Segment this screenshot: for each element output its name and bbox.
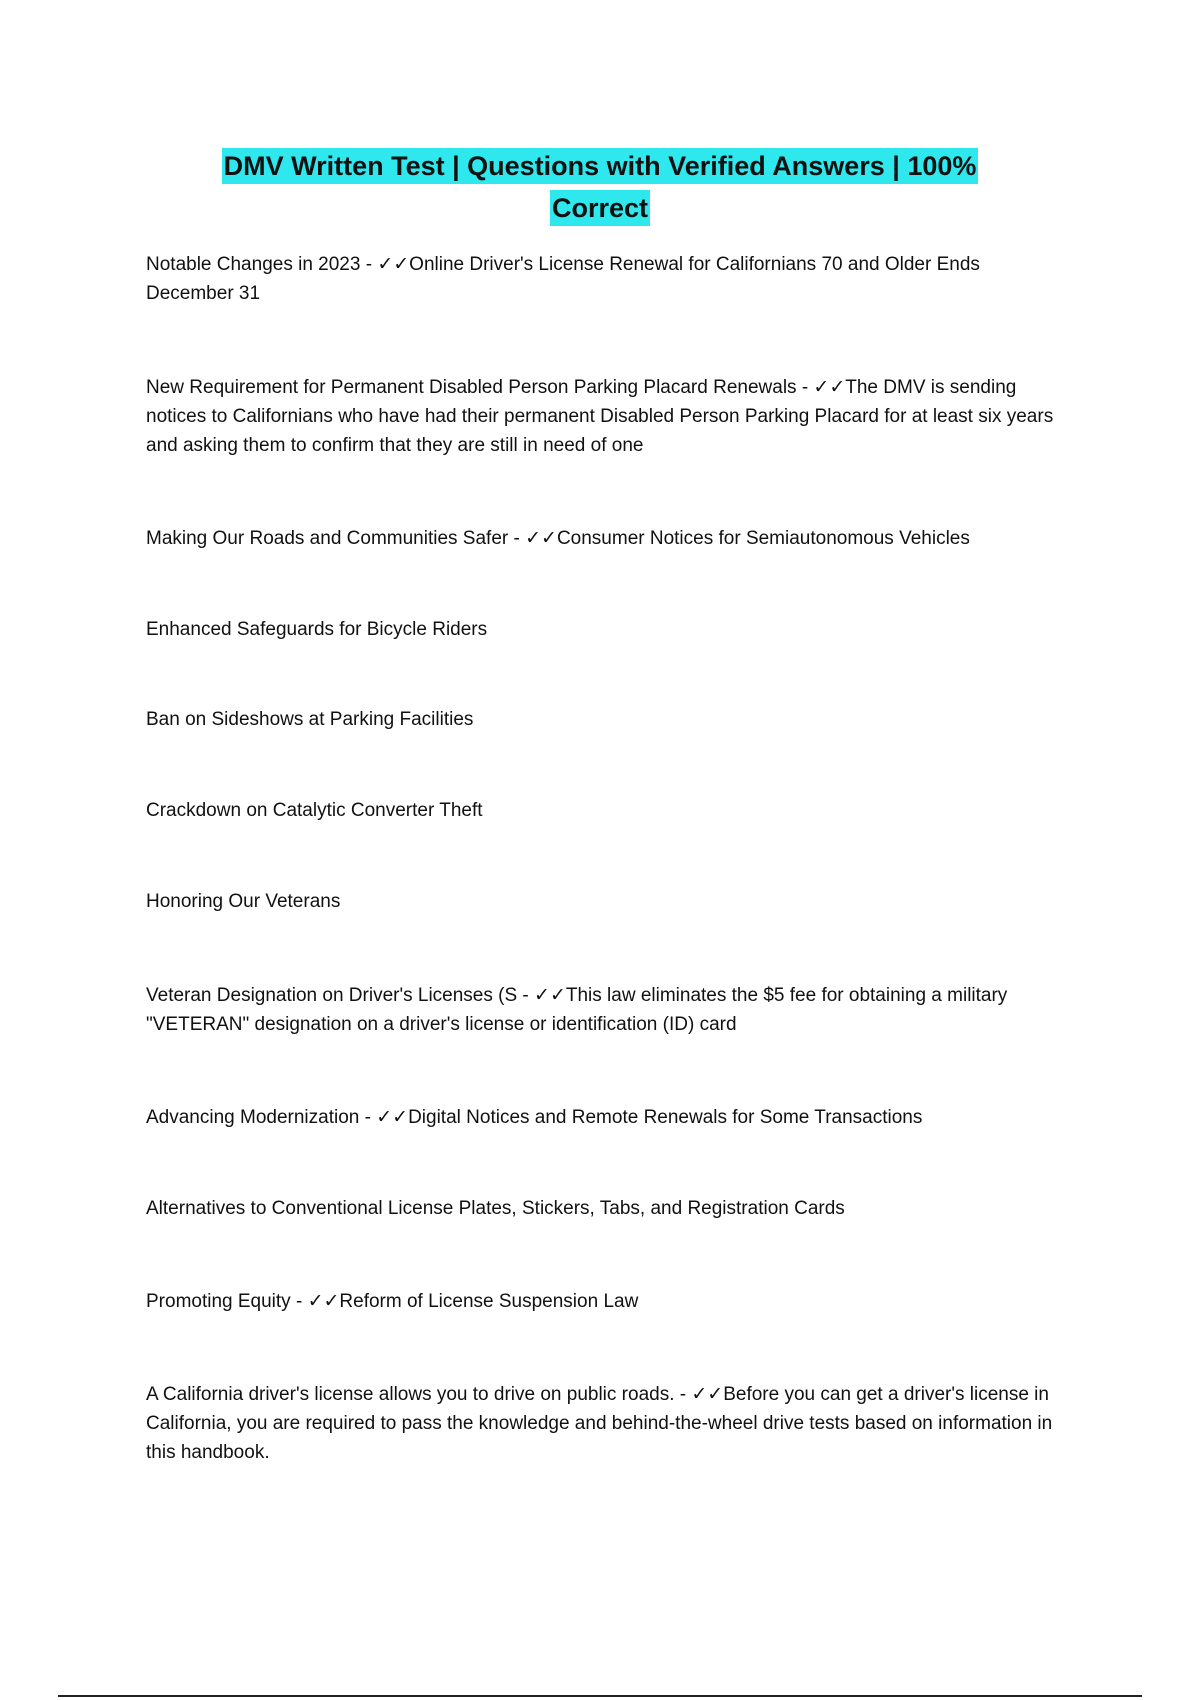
qa-entry: Crackdown on Catalytic Converter Theft xyxy=(146,800,483,821)
qa-entry: Enhanced Safeguards for Bicycle Riders xyxy=(146,619,488,640)
title-line-1: DMV Written Test | Questions with Verified Answers | 100% xyxy=(222,148,979,184)
qa-entry: Notable Changes in 2023 - ✓✓Online Driver's License Renewal for Californians 70 and Older Ends December 31 xyxy=(146,254,980,304)
document-title xyxy=(140,145,1060,229)
qa-entry: Veteran Designation on Driver's Licenses (S - ✓✓This law eliminates the $5 fee for obtaining a military "VETERAN" designation on a driver's license or identification (ID) card xyxy=(146,985,1008,1035)
qa-entry: Making Our Roads and Communities Safer - ✓✓Consumer Notices for Semiautonomous Vehicles xyxy=(146,528,970,549)
qa-entry: Promoting Equity - ✓✓Reform of License Suspension Law xyxy=(146,1291,639,1312)
qa-entry: Alternatives to Conventional License Plates, Stickers, Tabs, and Registration Cards xyxy=(146,1198,845,1219)
qa-entry: Honoring Our Veterans xyxy=(146,891,341,912)
footer-divider xyxy=(58,1695,1142,1697)
qa-entry: Advancing Modernization - ✓✓Digital Notices and Remote Renewals for Some Transactions xyxy=(146,1107,923,1128)
qa-entry: A California driver's license allows you to drive on public roads. - ✓✓Before you can get a driver's license in California, you are required to pass the knowledge and behind-the-wheel drive tests based on information in this handbook. xyxy=(146,1384,1053,1463)
title-line-2: Correct xyxy=(550,190,650,226)
qa-entry: Ban on Sideshows at Parking Facilities xyxy=(146,709,474,730)
qa-entry: New Requirement for Permanent Disabled Person Parking Placard Renewals - ✓✓The DMV is sending notices to Californians who have had their permanent Disabled Person Parking Placard for at least six years and asking them to confirm that they are still in need of one xyxy=(146,377,1054,456)
